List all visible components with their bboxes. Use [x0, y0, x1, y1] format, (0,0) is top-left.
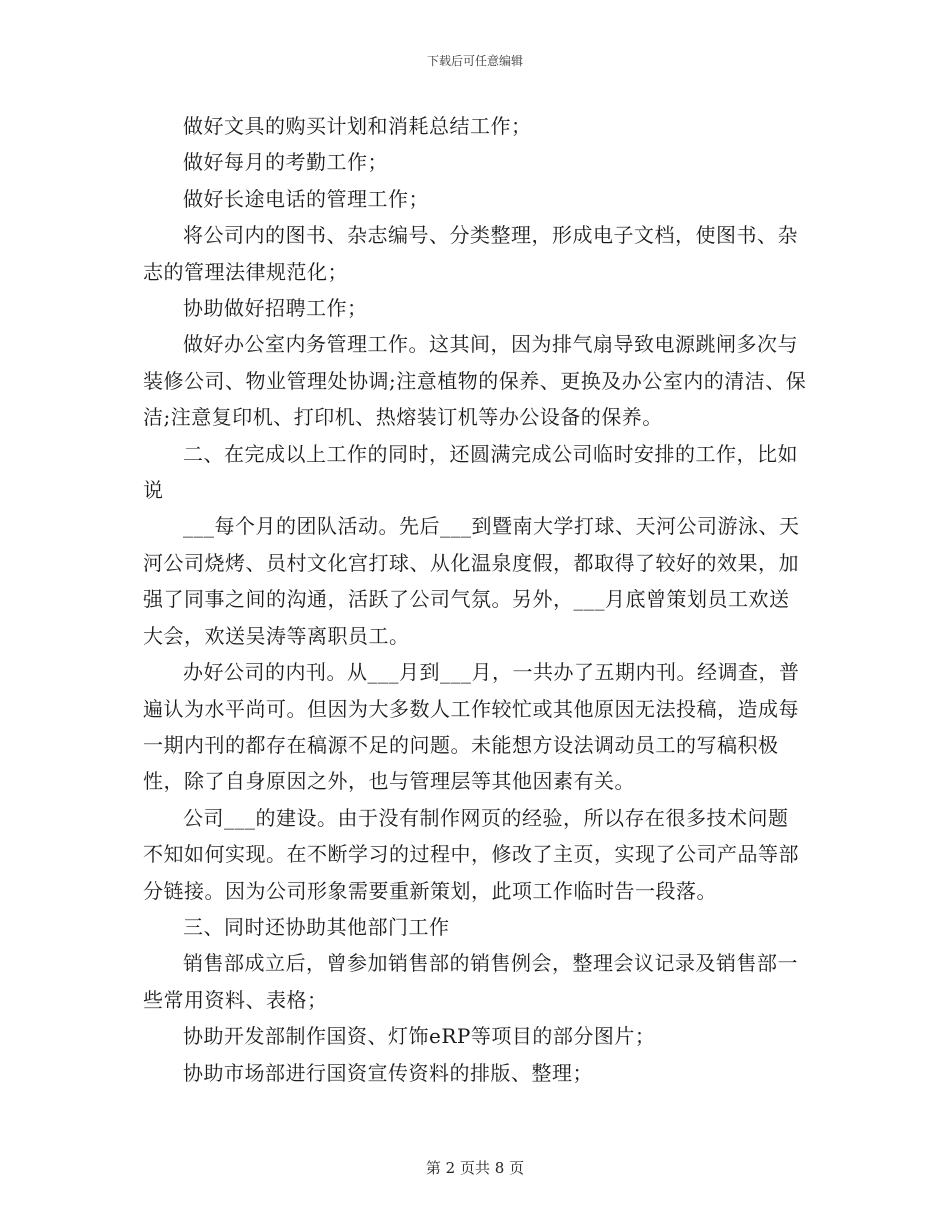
paragraph: 销售部成立后，曾参加销售部的销售例会，整理会议记录及销售部一些常用资料、表格； [143, 951, 798, 1012]
section-heading: 二、在完成以上工作的同时，还圆满完成公司临时安排的工作，比如说 [143, 441, 798, 503]
paragraph: 做好每月的考勤工作； [183, 150, 388, 175]
paragraph: 公司___的建设。由于没有制作网页的经验，所以存在很多技术问题不知如何实现。在不断学习的过程中，修改了主页，实现了公司产品等部分链接。因为公司形象需要重新策划，此项工作临时告一段落。 [143, 805, 799, 903]
page-header: 下载后可任意编辑 [426, 54, 523, 68]
page-footer: 第 2 页共 8 页 [425, 1159, 525, 1177]
paragraph: 协助开发部制作国资、灯饰eRP等项目的部分图片； [183, 1024, 656, 1049]
section-heading: 三、同时还协助其他部门工作 [183, 914, 450, 939]
document-body [143, 108, 808, 1091]
paragraph: 协助做好招聘工作； [183, 296, 368, 321]
paragraph: 做好文具的购买计划和消耗总结工作； [183, 114, 532, 138]
paragraph: 做好办公室内务管理工作。这其间，因为排气扇导致电源跳闸多次与装修公司、物业管理处协调;注意植物的保养、更换及办公室内的清洁、保洁;注意复印机、打印机、热熔装订机等办公设备的保养。 [143, 332, 807, 430]
paragraph: 做好长途电话的管理工作； [183, 186, 429, 211]
paragraph: ___每个月的团队活动。先后___到暨南大学打球、天河公司游泳、天河公司烧烤、员村文化宫打球、从化温泉度假，都取得了较好的效果，加强了同事之间的沟通，活跃了公司气氛。另外，___月底曾策划员工欢送大会，欢送吴涛等离职员工。 [143, 514, 800, 648]
paragraph: 协助市场部进行国资宣传资料的排版、整理； [183, 1060, 593, 1085]
paragraph: 将公司内的图书、杂志编号、分类整理，形成电子文档，使图书、杂志的管理法律规范化； [143, 223, 798, 284]
paragraph: 办好公司的内刊。从___月到___月，一共办了五期内刊。经调查，普遍认为水平尚可。但因为大多数人工作较忙或其他原因无法投稿，造成每一期内刊的都存在稿源不足的问题。未能想方设法调动员工的写稿积极性，除了自身原因之外，也与管理层等其他因素有关。 [143, 660, 800, 794]
